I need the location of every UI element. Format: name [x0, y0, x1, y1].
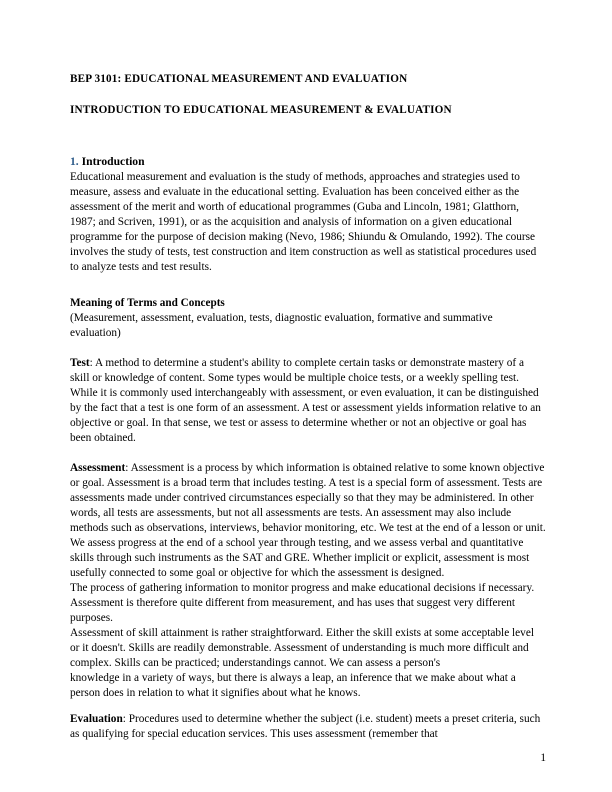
assessment-continuation-two: Assessment of skill attainment is rather straightforward. Either the skill exists at some acceptable level or it doesn't. Skills are readily demonstrable. Assessment of understanding is much more difficult and complex. Skills can be practiced; understandings cannot. We can assess a person's: [70, 627, 534, 670]
spacer: [70, 341, 546, 356]
spacer: [70, 446, 546, 461]
term-separator: :: [89, 356, 96, 369]
term-separator: :: [125, 462, 131, 475]
meaning-of-terms-subtitle: (Measurement, assessment, evaluation, tests, diagnostic evaluation, formative and summative evaluation): [70, 311, 493, 339]
page-number: 1: [540, 751, 546, 764]
term-label-evaluation: Evaluation: [70, 713, 123, 726]
subheading-meaning-of-terms: Meaning of Terms and Concepts: [70, 297, 225, 310]
assessment-definition-paragraph: [70, 461, 546, 581]
section-title: Introduction: [81, 155, 145, 169]
term-definition-assessment: Assessment is a process by which information is obtained relative to some known objective or goal. Assessment is a broad term that includes testing. A test is a special form of assessment. Tests are assessments made under contrived circumstances especially so that they may be administered. In other words, all tests are assessments, but not all assessments are tests. An assessment may also include methods such as observations, interviews, behavior monitoring, etc. We test at the end of a lesson or unit. We assess progress at the end of a school year through testing, and we assess verbal and quantitative skills through such instruments as the SAT and GRE. Whether implicit or explicit, assessment is most usefully connected to some goal or objective for which the assessment is designed.: [70, 462, 546, 580]
page-content: [70, 72, 546, 742]
term-separator: :: [122, 713, 129, 726]
term-label-assessment: Assessment: [70, 462, 126, 475]
term-label-test: Test: [70, 356, 90, 369]
document-subtitle: INTRODUCTION TO EDUCATIONAL MEASUREMENT & EVALUATION: [70, 104, 452, 117]
evaluation-definition-paragraph: [70, 712, 546, 742]
term-definition-evaluation: Procedures used to determine whether the subject (i.e. student) meets a preset criteria, such as qualifying for special education services. This uses assessment (remember that: [70, 713, 541, 741]
spacer: [70, 275, 546, 296]
test-definition-paragraph: [70, 356, 546, 446]
document-title: BEP 3101: EDUCATIONAL MEASUREMENT AND EVALUATION: [70, 73, 408, 85]
section-number: 1.: [70, 155, 79, 169]
section-heading-introduction: [70, 154, 546, 169]
introduction-paragraph: Educational measurement and evaluation is the study of methods, approaches and strategies used to measure, assess and evaluate in the educational setting. Evaluation has been conceived either as the assessment of the merit and worth of educational programmes (Guba and Lincoln, 1981; Glatthorn, 1987; and Scriven, 1991), or as the acquisition and analysis of information on a given educational programme for the purpose of decision making (Nevo, 1986; Shiundu & Omulando, 1992). The course involves the study of tests, test construction and item construction as well as statistical procedures used to analyze tests and test results.: [70, 171, 537, 274]
assessment-continuation-three: knowledge in a variety of ways, but there is always a leap, an inference that we make about what a person does in relation to what it signifies about what he knows.: [70, 672, 516, 700]
assessment-continuation-one: The process of gathering information to monitor progress and make educational decisions if necessary. Assessment is therefore quite different from measurement, and has uses that suggest very different purposes.: [70, 582, 535, 625]
spacer: [70, 701, 546, 712]
term-definition-test: A method to determine a student's ability to complete certain tasks or demonstrate mastery of a skill or knowledge of content. Some types would be multiple choice tests, or a weekly spelling test. While it is commonly used interchangeably with assessment, or even evaluation, it can be distinguished by the fact that a test is one form of an assessment. A test or assessment yields information relative to an objective or goal. In that sense, we test or assess to determine whether or not an objective or goal has been obtained.: [70, 356, 541, 445]
